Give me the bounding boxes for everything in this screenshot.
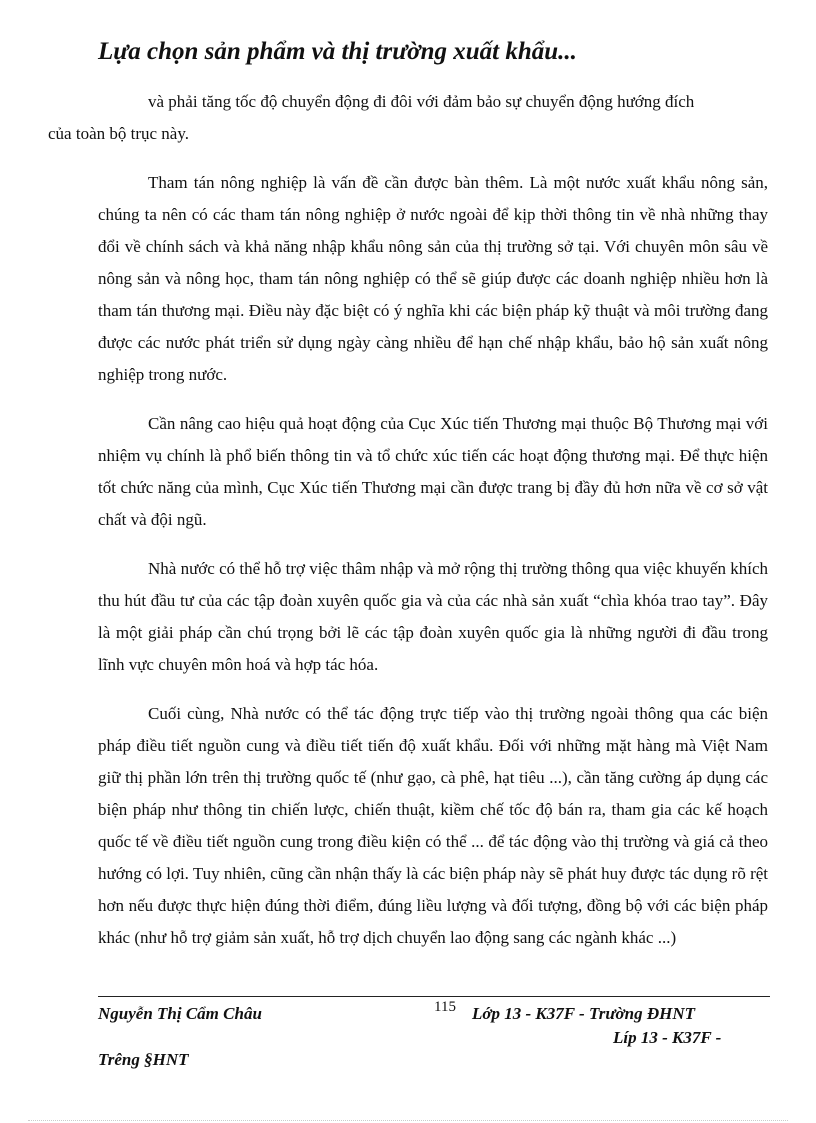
page-bottom-dotted-line bbox=[28, 1120, 788, 1121]
document-body bbox=[48, 86, 768, 971]
paragraph-trade-promotion: Cần nâng cao hiệu quả hoạt động của Cục Xúc tiến Thương mại thuộc Bộ Thương mại với nhiệm vụ chính là phổ biến thông tin và tổ chức xúc tiến các hoạt động thương mại. Để thực hiện tốt chức năng của mình, Cục Xúc tiến Thương mại cần được trang bị đầy đủ hơn nữa về cơ sở vật chất và đội ngũ. bbox=[98, 414, 768, 529]
footer-divider bbox=[98, 996, 770, 997]
page-number: 115 bbox=[434, 999, 456, 1015]
footer-school-alt: Trêng §HNT bbox=[98, 1050, 189, 1069]
paragraph-line: của toàn bộ trục này. bbox=[48, 124, 189, 143]
paragraph-agriculture-attache: Tham tán nông nghiệp là vấn đề cần được bàn thêm. Là một nước xuất khẩu nông sản, chúng ta nên có các tham tán nông nghiệp ở nước ngoài để kịp thời thông tin về nhà những thay đổi về chính sách và khả năng nhập khẩu nông sản của thị trường sở tại. Với chuyên môn sâu về nông sản và nông học, tham tán nông nghiệp có thể sẽ giúp được các doanh nghiệp nhiều hơn là tham tán thương mại. Điều này đặc biệt có ý nghĩa khi các biện pháp kỹ thuật và môi trường đang được các nước phát triển sử dụng ngày càng nhiều để hạn chế nhập khẩu, bảo hộ sản xuất nông nghiệp trong nước. bbox=[98, 173, 768, 384]
paragraph-market-regulation: Cuối cùng, Nhà nước có thể tác động trực tiếp vào thị trường ngoài thông qua các biện pháp điều tiết nguồn cung và điều tiết tiến độ xuất khẩu. Đối với những mặt hàng mà Việt Nam giữ thị phần lớn trên thị trường quốc tế (như gạo, cà phê, hạt tiêu ...), cần tăng cường áp dụng các biện pháp như thông tin chiến lược, chiến thuật, kiềm chế tốc độ bán ra, tham gia các kế hoạch quốc tế về điều tiết nguồn cung trong điều kiện có thể ... để tác động vào thị trường và giá cả theo hướng có lợi. Tuy nhiên, cũng cần nhận thấy là các biện pháp này sẽ phát huy được tác dụng rõ rệt hơn nếu được thực hiện đúng thời điểm, đúng liều lượng và đối tượng, đồng bộ với các biện pháp khác (như hỗ trợ giảm sản xuất, hỗ trợ dịch chuyển lao động sang các ngành khác ...) bbox=[98, 704, 768, 947]
paragraph-investment: Nhà nước có thể hỗ trợ việc thâm nhập và mở rộng thị trường thông qua việc khuyến khích thu hút đầu tư của các tập đoàn xuyên quốc gia và của các nhà sản xuất “chìa khóa trao tay”. Đây là một giải pháp cần chú trọng bởi lẽ các tập đoàn xuyên quốc gia là những người đi đầu trong lĩnh vực chuyên môn hoá và hợp tác hóa. bbox=[98, 559, 768, 674]
paragraph-line: và phải tăng tốc độ chuyển động đi đôi với đảm bảo sự chuyển động hướng đích bbox=[148, 92, 695, 111]
footer-author: Nguyễn Thị Cẩm Châu bbox=[98, 1004, 262, 1023]
footer-class: Lớp 13 - K37F - Trường ĐHNT bbox=[472, 1004, 695, 1023]
footer-class-alt: Líp 13 - K37F - bbox=[613, 1028, 722, 1047]
page-header-title: Lựa chọn sản phẩm và thị trường xuất khẩu... bbox=[98, 38, 577, 65]
paragraph-continued bbox=[48, 86, 768, 150]
